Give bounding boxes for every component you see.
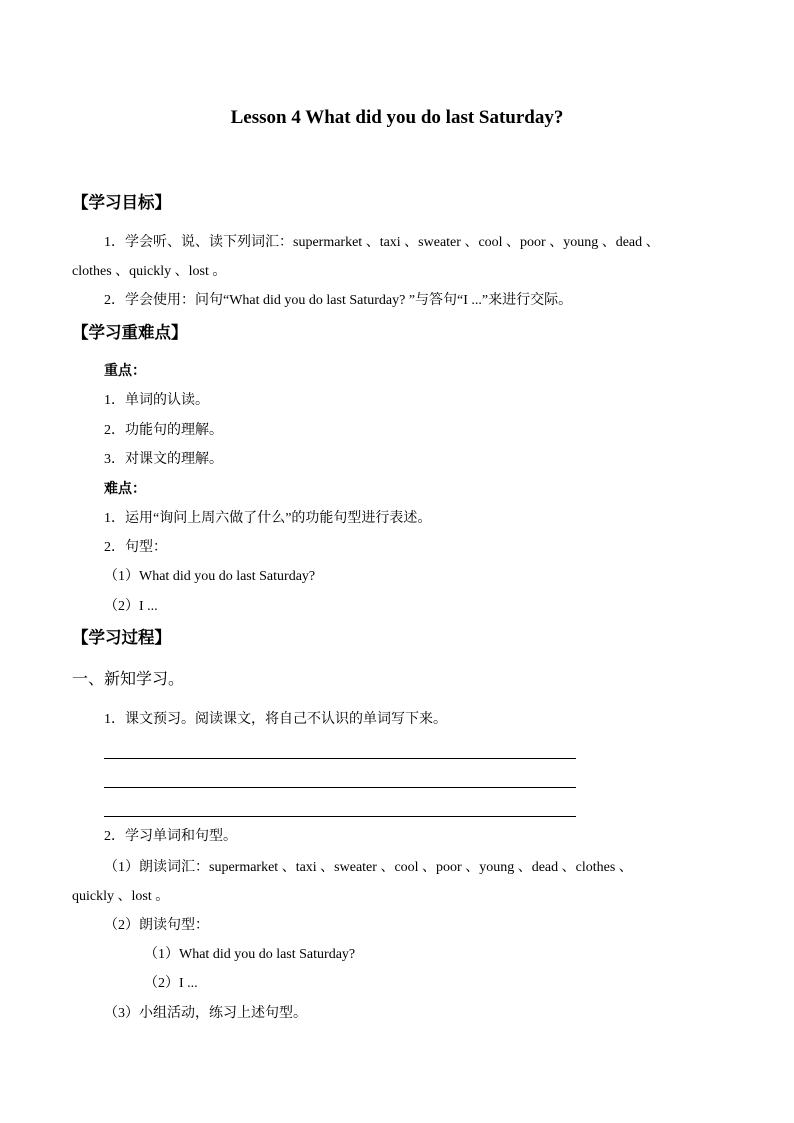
read-pattern-item: （1）What did you do last Saturday? <box>144 947 356 962</box>
sentence-pattern-item: （1）What did you do last Saturday? <box>104 569 316 584</box>
difficult-points-label: 难点： <box>104 482 146 497</box>
goal-item-2: 2．学会使用：问句“What did you do last Saturday? ”与答句“I ...”来进行交际。 <box>104 293 573 308</box>
key-points-label: 重点： <box>104 364 146 379</box>
read-patterns-label: （2）朗读句型： <box>104 918 209 933</box>
goal-item-1: 1．学会听、说、读下列词汇：supermarket 、taxi 、sweater 、cool 、poor 、young 、dead 、 <box>104 235 660 250</box>
key-point-item: 3．对课文的理解。 <box>104 452 223 467</box>
document-title: Lesson 4 What did you do last Saturday? <box>230 107 564 128</box>
read-pattern-item: （2）I ... <box>144 976 198 991</box>
section-heading-process: 【学习过程】 <box>72 628 171 647</box>
difficult-point-item: 1．运用“询问上周六做了什么”的功能句型进行表述。 <box>104 511 432 526</box>
section-heading-focus: 【学习重难点】 <box>72 323 188 342</box>
section-heading-goals: 【学习目标】 <box>72 193 171 212</box>
writing-line[interactable] <box>104 758 576 759</box>
key-point-item: 1．单词的认读。 <box>104 393 209 408</box>
writing-line[interactable] <box>104 816 576 817</box>
step-study-words: 2．学习单词和句型。 <box>104 829 237 844</box>
sentence-pattern-item: （2）I ... <box>104 599 158 614</box>
group-activity-item: （3）小组活动，练习上述句型。 <box>104 1006 307 1021</box>
key-point-item: 2．功能句的理解。 <box>104 423 223 438</box>
goal-item-1-continued: clothes 、quickly 、lost 。 <box>72 264 227 279</box>
difficult-point-item: 2．句型： <box>104 540 167 555</box>
part-heading-new-knowledge: 一、新知学习。 <box>72 671 185 688</box>
read-words-item-continued: quickly 、lost 。 <box>72 889 170 904</box>
step-preview: 1．课文预习。阅读课文，将自己不认识的单词写下来。 <box>104 712 447 727</box>
writing-line[interactable] <box>104 787 576 788</box>
read-words-item: （1）朗读词汇：supermarket 、taxi 、sweater 、cool 、poor 、young 、dead 、clothes 、 <box>104 860 633 875</box>
